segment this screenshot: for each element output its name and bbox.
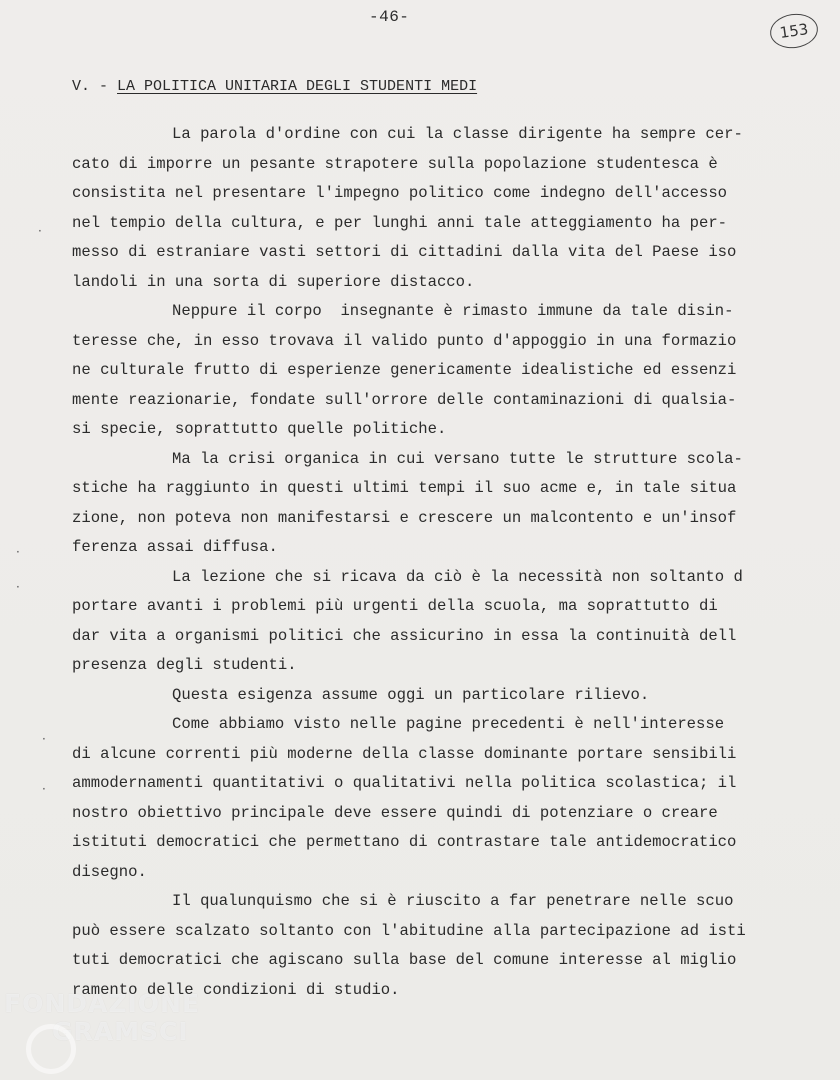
text-line: messo di estraniare vasti settori di cittadini dalla vita del Paese iso (72, 243, 737, 261)
text-line: presenza degli studenti. (72, 656, 297, 674)
text-line: mente reazionarie, fondate sull'orrore delle contaminazioni di qualsia- (72, 390, 737, 409)
text-line: landoli in una sorta di superiore distacco. (72, 272, 475, 291)
text-line: cato di imporre un pesante strapotere sulla popolazione studentesca è (72, 154, 718, 173)
margin-dot: · (38, 224, 42, 238)
text-line: La parola d'ordine con cui la classe dirigente ha sempre cer- (172, 125, 743, 143)
margin-dot: · (42, 732, 46, 746)
text-line: La lezione che si ricava da ciò è la necessità non soltanto d (172, 567, 743, 586)
section-title: LA POLITICA UNITARIA DEGLI STUDENTI MEDI (117, 78, 478, 95)
text-line: ferenza assai diffusa. (72, 538, 278, 556)
text-line: Neppure il corpo insegnante è rimasto immune da tale disin- (172, 302, 734, 320)
text-line: si specie, soprattutto quelle politiche. (72, 420, 447, 438)
margin-dot: · (42, 782, 46, 796)
text-line: Ma la crisi organica in cui versano tutte le strutture scola- (172, 449, 743, 468)
watermark-line-1: FONDAZIONE (4, 989, 201, 1018)
margin-dot: · (16, 545, 20, 559)
page-number: -46- (369, 8, 410, 26)
archive-watermark (4, 990, 200, 1046)
text-line: istituti democratici che permettano di contrastare tale antidemocratico (72, 833, 737, 851)
text-line: tuti democratici che agiscano sulla base del comune interesse al miglio (72, 951, 737, 969)
text-line: disegno. (72, 862, 147, 881)
margin-dot: · (16, 580, 20, 594)
text-line: Questa esigenza assume oggi un particolare rilievo. (172, 685, 650, 704)
text-line: ammodernamenti quantitativi o qualitativi nella politica scolastica; il (72, 774, 737, 792)
watermark-logo-icon (26, 1024, 76, 1074)
text-line: ne culturale frutto di esperienze genericamente idealistiche ed essenzi (72, 361, 737, 379)
text-line: stiche ha raggiunto in questi ultimi tempi il suo acme e, in tale situa (72, 479, 737, 497)
text-line: portare avanti i problemi più urgenti della scuola, ma soprattutto di (72, 597, 718, 615)
archive-number-stamp: 153 (768, 11, 820, 51)
text-line: dar vita a organismi politici che assicurino in essa la continuità dell (72, 626, 737, 645)
text-line: nostro obiettivo principale deve essere quindi di potenziare o creare (72, 803, 718, 822)
text-line: zione, non poteva non manifestarsi e crescere un malcontento e un'insof (72, 508, 737, 527)
text-line: nel tempio della cultura, e per lunghi anni tale atteggiamento ha per- (72, 213, 728, 232)
section-heading (72, 78, 477, 95)
text-line: Come abbiamo visto nelle pagine precedenti è nell'interesse (172, 715, 725, 733)
text-line: Il qualunquismo che si è riuscito a far penetrare nelle scuo (172, 892, 734, 910)
text-line: consistita nel presentare l'impegno politico come indegno dell'accesso (72, 184, 728, 202)
section-number: V. - (72, 78, 118, 95)
text-line: può essere scalzato soltanto con l'abitudine alla partecipazione ad isti (72, 921, 746, 940)
text-line: di alcune correnti più moderne della classe dominante portare sensibili (72, 744, 737, 763)
text-line: ramento delle condizioni di studio. (72, 980, 400, 999)
body-text (72, 120, 772, 1005)
text-line: teresse che, in esso trovava il valido punto d'appoggio in una formazio (72, 331, 737, 350)
watermark-line-2: GRAMSCI (52, 1017, 189, 1046)
